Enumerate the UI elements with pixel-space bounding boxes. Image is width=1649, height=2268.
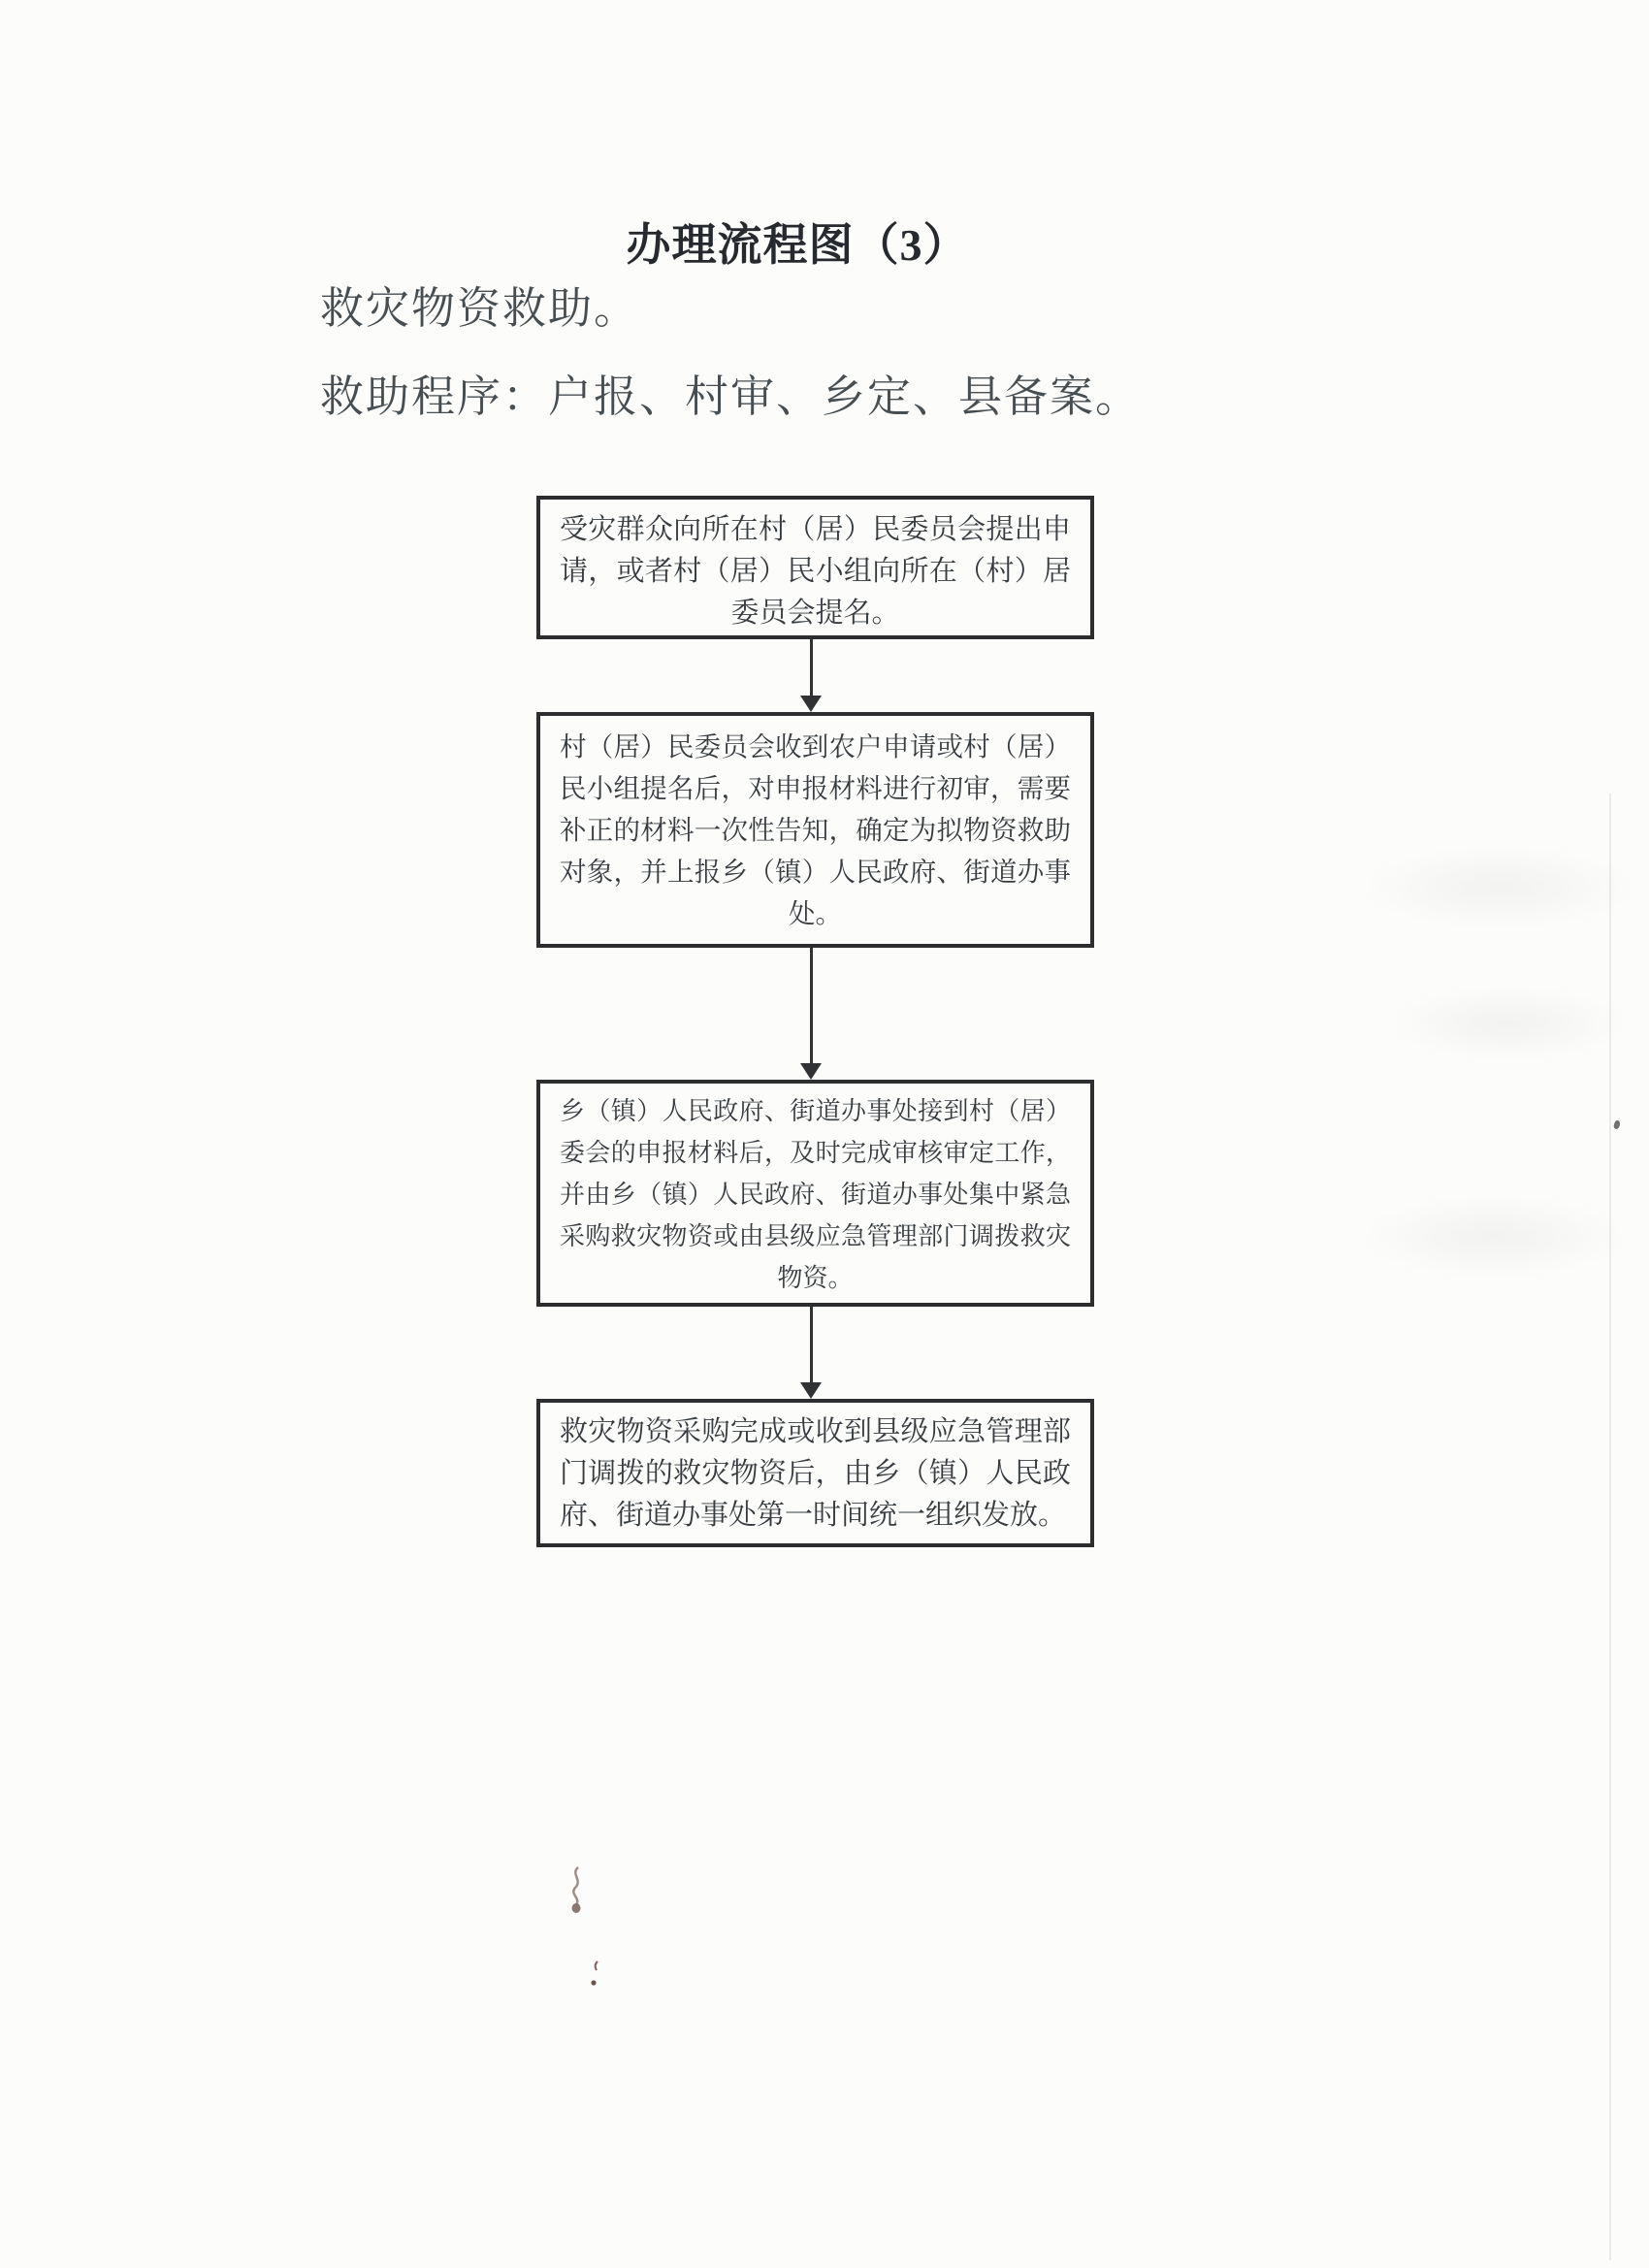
flow-step-4-box — [536, 1399, 1094, 1547]
scan-artifact-dots — [590, 1960, 603, 1993]
flow-arrow-down-3 — [800, 1307, 822, 1399]
flow-step-4-text: 救灾物资采购完成或收到县级应急管理部门调拨的救灾物资后，由乡（镇）人民政府、街道办事处第一时间统一组织发放。 — [560, 1416, 1071, 1531]
arrow-line — [810, 639, 813, 697]
scan-smudge — [1387, 985, 1630, 1062]
flow-arrow-down-2 — [800, 948, 822, 1080]
flow-step-3-box — [536, 1080, 1094, 1307]
intro-line-procedure: 救助程序：户报、村审、乡定、县备案。 — [320, 373, 1142, 421]
scan-artifact-squiggle — [566, 1864, 588, 1920]
scan-fleck — [1613, 1119, 1622, 1130]
intro-line-subject: 救灾物资救助。 — [320, 284, 640, 333]
flow-step-1-box — [536, 496, 1094, 639]
scan-smudge — [1358, 1193, 1630, 1280]
arrow-down-icon — [800, 696, 822, 712]
arrow-line — [810, 948, 813, 1064]
flow-step-1-text: 受灾群众向所在村（居）民委员会提出申请，或者村（居）民小组向所在（村）居委员会提名。 — [560, 514, 1071, 629]
arrow-down-icon — [800, 1063, 822, 1080]
flow-step-2-text: 村（居）民委员会收到农户申请或村（居）民小组提名后，对申报材料进行初审，需要补正的材料一次性告知，确定为拟物资救助对象，并上报乡（镇）人民政府、街道办事处。 — [560, 731, 1071, 928]
page-title: 办理流程图（3） — [626, 220, 969, 270]
flow-step-3-text: 乡（镇）人民政府、街道办事处接到村（居）委会的申报材料后，及时完成审核审定工作，并由乡（镇）人民政府、街道办事处集中紧急采购救灾物资或由县级应急管理部门调拨救灾物资。 — [560, 1097, 1071, 1292]
arrow-down-icon — [800, 1382, 822, 1399]
arrow-line — [810, 1307, 813, 1383]
flow-step-2-box — [536, 712, 1094, 948]
scan-smudge — [1358, 844, 1639, 931]
flow-arrow-down-1 — [800, 639, 822, 712]
